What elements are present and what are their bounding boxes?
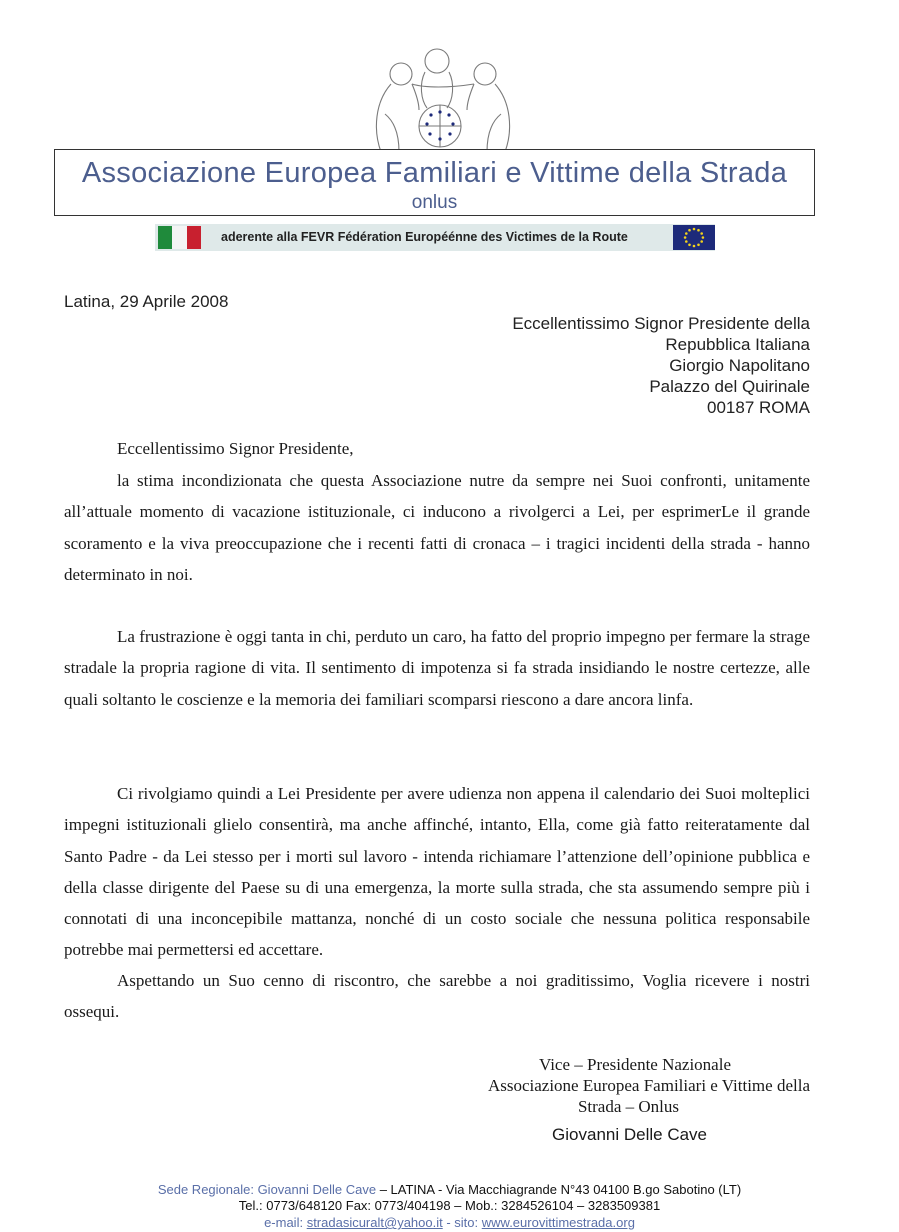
body-paragraph-4: Aspettando un Suo cenno di riscontro, che sarebbe a noi graditissimo, Voglia ricevere i nostri ossequi. [64, 971, 810, 1022]
signature-org-line-2: Strada – Onlus [577, 1097, 679, 1116]
footer-site-label: - sito: [442, 1215, 482, 1230]
recipient-line-1: Eccellentissimo Signor Presidente della [512, 314, 810, 333]
fevr-banner [155, 224, 715, 251]
footer-contacts [0, 1215, 899, 1230]
body-paragraph-1: la stima incondizionata che questa Associazione nutre da sempre nei Suoi confronti, unitamente all’attuale momento di vacazione istituzionale, ci inducono a rivolgerci a Lei, per esprimerLe il grande scoramento e la viva preoccupazione che i recenti fatti di cronaca – i tragici incidenti della strada - hanno determinato in noi. [64, 471, 810, 584]
salutation: Eccellentissimo Signor Presidente, [117, 439, 354, 458]
association-subtitle: onlus [411, 192, 458, 213]
eu-flag-icon [673, 225, 715, 250]
signature-name: Giovanni Delle Cave [552, 1125, 707, 1144]
footer-address [0, 1182, 899, 1197]
association-logo [355, 44, 520, 156]
footer-site-link[interactable]: www.eurovittimestrada.org [481, 1215, 635, 1230]
association-title: Associazione Europea Familiari e Vittime della Strada [81, 157, 788, 189]
signature-org-line-1: Associazione Europea Familiari e Vittime della [487, 1076, 810, 1095]
recipient-line-5: 00187 ROMA [707, 398, 810, 417]
recipient-line-3: Giorgio Napolitano [669, 356, 810, 375]
recipient-line-2: Repubblica Italiana [665, 335, 810, 354]
letter-date: Latina, 29 Aprile 2008 [64, 292, 229, 311]
footer-address-text: – LATINA - Via Macchiagrande N°43 04100 B.go Sabotino (LT) [376, 1182, 742, 1197]
footer-sede-label: Sede Regionale: Giovanni Delle Cave [157, 1182, 377, 1197]
footer-phones: Tel.: 0773/648120 Fax: 0773/404198 – Mob.: 3284526104 – 3283509381 [238, 1198, 661, 1213]
body-paragraph-2: La frustrazione è oggi tanta in chi, perduto un caro, ha fatto del proprio impegno per fermare la strage stradale la propria ragione di vita. Il sentimento di impotenza si fa strada insidiando le nostre certezze, alle quali soltanto le coscienze e la memoria dei familiari scomparsi riescono a dare ancora linfa. [64, 627, 810, 709]
footer-email-label: e-mail: [264, 1215, 307, 1230]
banner-text: aderente alla FEVR Fédération Européénne des Victimes de la Route [221, 230, 628, 244]
italy-flag-icon [158, 226, 201, 249]
recipient-line-4: Palazzo del Quirinale [649, 377, 810, 396]
footer-email-link[interactable]: stradasicuralt@yahoo.it [306, 1215, 443, 1230]
body-paragraph-3: Ci rivolgiamo quindi a Lei Presidente per avere udienza non appena il calendario dei Suoi molteplici impegni istituzionali glielo consentirà, ma anche affinché, intanto, Ella, come già fatto reiteratamente dal Santo Padre - da Lei stesso per i morti sul lavoro - intenda richiamare l’attenzione dell’opinione pubblica e della classe dirigente del Paese su di una emergenza, la morte sulla strada, che sta assumendo sempre più i connotati di una inconcepibile mattanza, nonché di un costo sociale che nessuna politica responsabile potrebbe mai permettersi ed accettare. [64, 784, 810, 960]
family-circle-logo-icon [355, 44, 520, 156]
signature-role: Vice – Presidente Nazionale [538, 1055, 731, 1074]
letterhead-title-box [54, 149, 815, 216]
